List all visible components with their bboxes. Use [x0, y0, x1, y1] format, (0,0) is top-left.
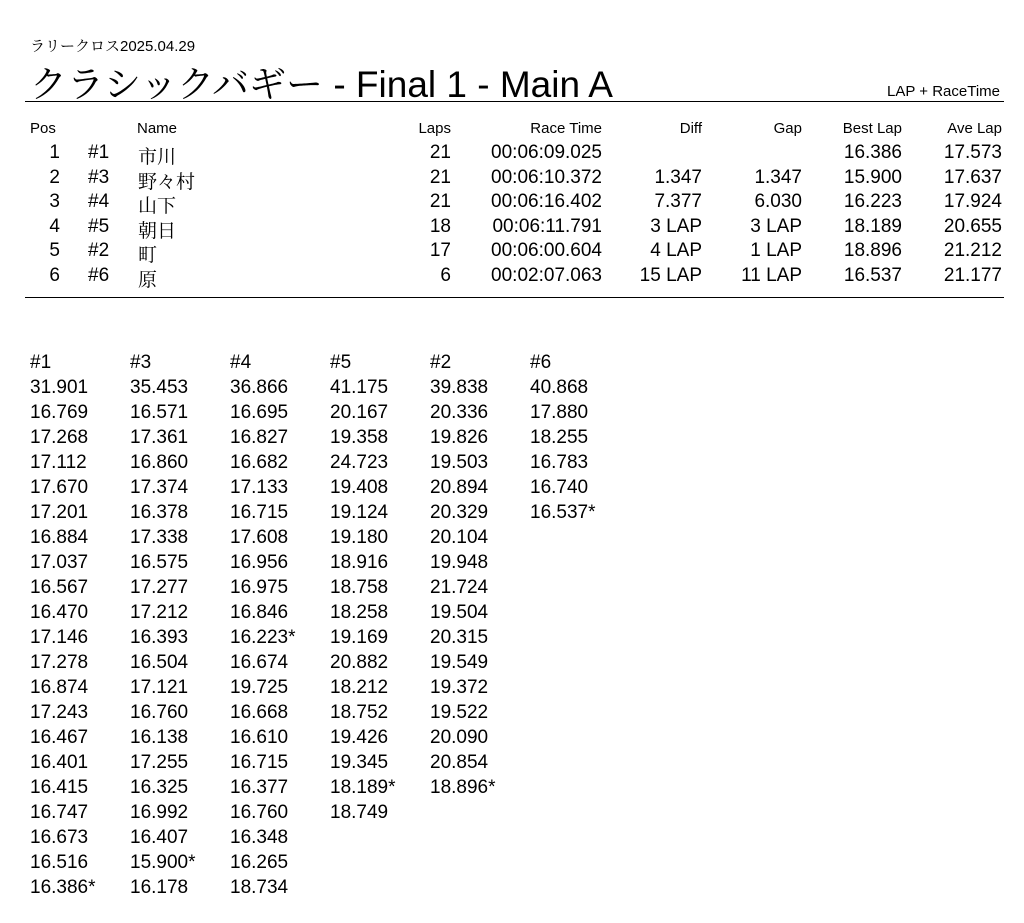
- lap-time: 16.673: [30, 827, 89, 848]
- cell-car-number: #6: [88, 264, 110, 286]
- lap-time: 18.734: [230, 877, 289, 898]
- cell-laps: 6: [440, 264, 451, 286]
- cell-diff: 4 LAP: [650, 240, 702, 261]
- lap-time: 16.575: [130, 552, 189, 573]
- lap-column-car-number: #6: [530, 352, 552, 373]
- lap-time: 16.682: [230, 452, 289, 473]
- cell-car-number: #3: [88, 166, 110, 188]
- lap-time: 17.121: [130, 677, 189, 698]
- cell-driver-name: 朝日: [138, 220, 177, 242]
- header-pos: Pos: [30, 120, 56, 137]
- lap-time: 16.470: [30, 602, 89, 623]
- cell-ave-lap: 21.177: [943, 264, 1002, 286]
- lap-time: 40.868: [530, 377, 589, 398]
- lap-time: 18.916: [330, 552, 389, 573]
- cell-gap: 6.030: [754, 191, 802, 212]
- lap-column: [30, 350, 130, 900]
- lap-time: 19.522: [430, 702, 489, 723]
- cell-ave-lap: 17.637: [943, 166, 1002, 188]
- lap-column: [530, 350, 630, 525]
- cell-gap: 1.347: [754, 166, 802, 188]
- header-laps: Laps: [418, 120, 451, 137]
- cell-position: 1: [49, 142, 60, 163]
- cell-position: 6: [49, 264, 60, 286]
- lap-time: 16.325: [130, 777, 189, 798]
- lap-time: 20.090: [430, 727, 489, 748]
- lap-column: [330, 350, 430, 825]
- header-name: Name: [137, 120, 178, 137]
- cell-diff: 3 LAP: [650, 215, 702, 237]
- lap-time: 17.338: [130, 527, 189, 548]
- cell-position: 5: [49, 240, 60, 261]
- lap-column: [130, 350, 230, 900]
- lap-time: 17.255: [130, 752, 189, 773]
- lap-time: 19.948: [430, 552, 489, 573]
- lap-time: 18.752: [330, 702, 389, 723]
- lap-time: 17.037: [30, 552, 89, 573]
- lap-time: 16.740: [530, 477, 589, 498]
- lap-time: 19.124: [330, 502, 389, 523]
- cell-car-number: #4: [88, 191, 110, 212]
- lap-column: [230, 350, 330, 900]
- lap-time: 19.169: [330, 627, 389, 648]
- lap-time: 20.894: [430, 477, 489, 498]
- lap-time: 17.608: [230, 527, 289, 548]
- lap-time: 17.278: [30, 652, 89, 673]
- header-race-time: Race Time: [530, 120, 602, 137]
- results-table: [25, 120, 1004, 289]
- cell-ave-lap: 21.212: [943, 240, 1002, 261]
- cell-car-number: #2: [88, 240, 110, 261]
- lap-time: 17.268: [30, 427, 89, 448]
- lap-time: 17.201: [30, 502, 89, 523]
- lap-time: 16.567: [30, 577, 89, 598]
- cell-ave-lap: 17.924: [943, 191, 1002, 212]
- cell-position: 2: [49, 166, 60, 188]
- lap-time: 16.695: [230, 402, 289, 423]
- lap-time: 17.243: [30, 702, 89, 723]
- lap-column-car-number: #4: [230, 352, 252, 373]
- lap-time: 19.549: [430, 652, 489, 673]
- lap-time: 16.874: [30, 677, 89, 698]
- lap-time: 16.401: [30, 752, 89, 773]
- cell-best-lap: 16.386: [843, 142, 902, 163]
- lap-time: 21.724: [430, 577, 489, 598]
- table-row: [25, 191, 1004, 216]
- page-title: クラシックバギー - Final 1 - Main A: [30, 64, 613, 105]
- header-diff: Diff: [679, 120, 702, 137]
- lap-time: 17.374: [130, 477, 189, 498]
- lap-time: 16.407: [130, 827, 189, 848]
- lap-time: 17.361: [130, 427, 189, 448]
- cell-race-time: 00:06:16.402: [491, 191, 602, 212]
- cell-best-lap: 15.900: [843, 166, 902, 188]
- lap-time: 16.223*: [230, 627, 296, 648]
- cell-diff: 7.377: [654, 191, 702, 212]
- lap-time: 16.769: [30, 402, 89, 423]
- cell-gap: 1 LAP: [750, 240, 802, 261]
- lap-time: 35.453: [130, 377, 189, 398]
- lap-time: 16.747: [30, 802, 89, 823]
- lap-time: 16.386*: [30, 877, 96, 898]
- cell-gap: 11 LAP: [741, 264, 802, 286]
- header-gap: Gap: [773, 120, 802, 137]
- lap-time: 41.175: [330, 377, 389, 398]
- table-row: [25, 167, 1004, 192]
- top-divider: [25, 101, 1004, 102]
- lap-time: 19.345: [330, 752, 389, 773]
- lap-time: 18.255: [530, 427, 589, 448]
- lap-time: 17.133: [230, 477, 289, 498]
- cell-race-time: 00:06:10.372: [491, 166, 602, 188]
- lap-time: 31.901: [30, 377, 89, 398]
- cell-driver-name: 市川: [138, 147, 177, 168]
- lap-time: 15.900*: [130, 852, 196, 873]
- lap-time: 16.674: [230, 652, 289, 673]
- lap-time: 20.882: [330, 652, 389, 673]
- lap-time: 16.348: [230, 827, 289, 848]
- lap-time: 18.749: [330, 802, 389, 823]
- cell-ave-lap: 20.655: [943, 215, 1002, 237]
- cell-position: 4: [49, 215, 60, 237]
- results-header-row: [25, 120, 1004, 142]
- lap-time: 16.760: [230, 802, 289, 823]
- lap-time: 16.138: [130, 727, 189, 748]
- lap-column-car-number: #2: [430, 352, 452, 373]
- lap-time: 39.838: [430, 377, 489, 398]
- lap-time: 17.277: [130, 577, 189, 598]
- lap-time: 16.715: [230, 502, 289, 523]
- lap-time: 16.393: [130, 627, 189, 648]
- lap-time: 19.504: [430, 602, 489, 623]
- lap-time: 20.315: [430, 627, 489, 648]
- lap-time: 16.571: [130, 402, 189, 423]
- bottom-divider: [25, 297, 1004, 298]
- table-row: [25, 265, 1004, 290]
- cell-diff: 15 LAP: [639, 264, 702, 286]
- cell-laps: 21: [429, 191, 451, 212]
- lap-time: 19.426: [330, 727, 389, 748]
- lap-time: 20.336: [430, 402, 489, 423]
- lap-time: 16.415: [30, 777, 89, 798]
- table-row: [25, 142, 1004, 167]
- lap-time: 16.467: [30, 727, 89, 748]
- lap-time: 19.826: [430, 427, 489, 448]
- event-subtitle: ラリークロス2025.04.29: [30, 38, 196, 55]
- cell-race-time: 00:06:00.604: [491, 240, 602, 261]
- lap-time: 19.180: [330, 527, 389, 548]
- results-body: [25, 142, 1004, 289]
- lap-time: 18.758: [330, 577, 389, 598]
- lap-time: 19.408: [330, 477, 389, 498]
- lap-time: 20.854: [430, 752, 489, 773]
- lap-time: 18.212: [330, 677, 389, 698]
- header-best-lap: Best Lap: [842, 120, 902, 137]
- lap-time: 19.725: [230, 677, 289, 698]
- cell-laps: 17: [429, 240, 451, 261]
- cell-best-lap: 16.537: [843, 264, 902, 286]
- lap-time: 16.760: [130, 702, 189, 723]
- cell-best-lap: 16.223: [843, 191, 902, 212]
- lap-time: 16.827: [230, 427, 289, 448]
- lap-time: 20.167: [330, 402, 389, 423]
- cell-laps: 21: [429, 142, 451, 163]
- lap-time: 19.372: [430, 677, 489, 698]
- cell-car-number: #1: [88, 142, 110, 163]
- lap-column-car-number: #1: [30, 352, 52, 373]
- cell-driver-name: 山下: [138, 196, 177, 217]
- lap-time: 16.715: [230, 752, 289, 773]
- lap-time: 20.329: [430, 502, 489, 523]
- cell-laps: 21: [429, 166, 451, 188]
- lap-time: 16.884: [30, 527, 89, 548]
- lap-time: 16.377: [230, 777, 289, 798]
- lap-time: 19.358: [330, 427, 389, 448]
- lap-time: 16.378: [130, 502, 189, 523]
- lap-time: 16.860: [130, 452, 189, 473]
- lap-time: 16.783: [530, 452, 589, 473]
- lap-time: 16.668: [230, 702, 289, 723]
- lap-time: 16.975: [230, 577, 289, 598]
- lap-time: 24.723: [330, 452, 389, 473]
- lap-time: 18.189*: [330, 777, 396, 798]
- cell-position: 3: [49, 191, 60, 212]
- lap-time: 18.896*: [430, 777, 496, 798]
- lap-time: 16.537*: [530, 502, 596, 523]
- cell-best-lap: 18.896: [843, 240, 902, 261]
- lap-time: 16.610: [230, 727, 289, 748]
- cell-car-number: #5: [88, 215, 110, 237]
- lap-column-car-number: #3: [130, 352, 152, 373]
- header-ave-lap: Ave Lap: [947, 120, 1002, 137]
- lap-time: 16.178: [130, 877, 189, 898]
- lap-column: [430, 350, 530, 800]
- cell-gap: 3 LAP: [750, 215, 802, 237]
- lap-time: 19.503: [430, 452, 489, 473]
- lap-time: 16.265: [230, 852, 289, 873]
- table-row: [25, 240, 1004, 265]
- lap-time: 36.866: [230, 377, 289, 398]
- cell-diff: 1.347: [654, 166, 702, 188]
- cell-driver-name: 野々村: [138, 171, 196, 193]
- lap-time: 16.956: [230, 552, 289, 573]
- cell-driver-name: 町: [138, 245, 158, 266]
- cell-driver-name: 原: [138, 269, 158, 291]
- lap-time: 18.258: [330, 602, 389, 623]
- lap-time: 17.212: [130, 602, 189, 623]
- cell-race-time: 00:06:11.791: [492, 215, 602, 237]
- lap-time: 17.112: [30, 452, 87, 473]
- table-row: [25, 216, 1004, 241]
- lap-time: 16.992: [130, 802, 189, 823]
- lap-time: 17.670: [30, 477, 89, 498]
- cell-race-time: 00:06:09.025: [491, 142, 602, 163]
- lap-time: 16.504: [130, 652, 189, 673]
- lap-column-car-number: #5: [330, 352, 352, 373]
- format-label: LAP + RaceTime: [887, 83, 1000, 100]
- cell-laps: 18: [429, 215, 451, 237]
- lap-time: 20.104: [430, 527, 489, 548]
- cell-best-lap: 18.189: [843, 215, 902, 237]
- lap-time: 16.846: [230, 602, 289, 623]
- lap-time: 17.880: [530, 402, 589, 423]
- lap-time: 16.516: [30, 852, 89, 873]
- cell-ave-lap: 17.573: [943, 142, 1002, 163]
- lap-time: 17.146: [30, 627, 89, 648]
- cell-race-time: 00:02:07.063: [491, 264, 602, 286]
